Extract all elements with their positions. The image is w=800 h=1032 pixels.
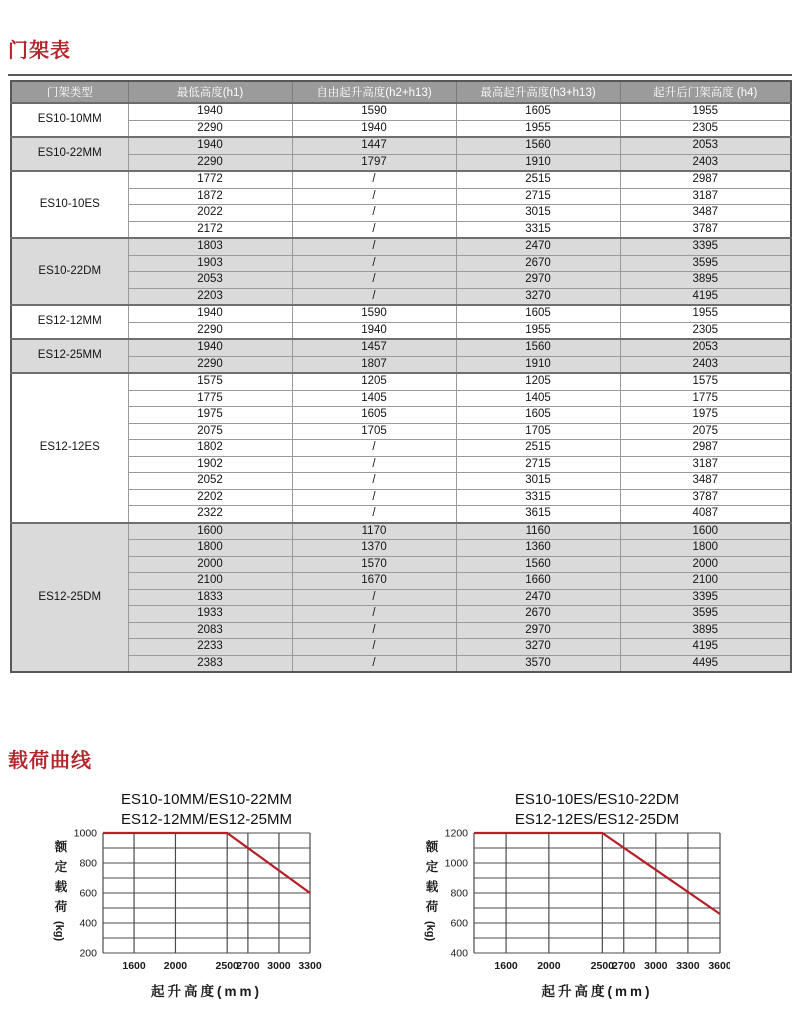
- table-cell: 2305: [620, 120, 791, 137]
- chart-title: ES10-10ES/ES10-22DM: [514, 791, 680, 808]
- table-cell: 3570: [456, 655, 620, 672]
- table-cell: 2075: [620, 423, 791, 440]
- table-row: [11, 506, 791, 523]
- table-cell: 3015: [456, 473, 620, 490]
- table-cell: /: [292, 606, 456, 623]
- table-cell: 2515: [456, 171, 620, 188]
- table-cell: 1940: [128, 305, 292, 322]
- mast-table: [10, 80, 792, 673]
- table-cell: 1705: [456, 423, 620, 440]
- x-tick-label: 3000: [644, 960, 668, 972]
- table-cell: /: [292, 255, 456, 272]
- y-axis-label: 荷: [54, 900, 68, 914]
- table-cell: /: [292, 489, 456, 506]
- table-cell: 3270: [456, 288, 620, 305]
- table-cell: 2053: [128, 272, 292, 289]
- table-row: [11, 423, 791, 440]
- table-cell: 3787: [620, 221, 791, 238]
- column-header: 起升后门架高度 (h4): [620, 81, 791, 103]
- table-cell: 1800: [620, 540, 791, 557]
- table-row: [11, 523, 791, 540]
- table-cell: 1170: [292, 523, 456, 540]
- model-cell: ES12-12MM: [11, 305, 128, 339]
- mast-table-body: [11, 103, 791, 672]
- table-row: [11, 288, 791, 305]
- table-cell: 1975: [620, 407, 791, 424]
- table-cell: 1600: [128, 523, 292, 540]
- y-tick-label: 1000: [444, 857, 468, 870]
- table-cell: 1772: [128, 171, 292, 188]
- table-cell: 3395: [620, 238, 791, 255]
- table-row: [11, 221, 791, 238]
- table-cell: 1570: [292, 556, 456, 573]
- table-cell: 2403: [620, 356, 791, 373]
- table-row: [11, 373, 791, 390]
- y-axis-label: 定: [425, 860, 439, 874]
- table-row: [11, 120, 791, 137]
- table-cell: 1940: [128, 339, 292, 356]
- table-row: [11, 573, 791, 590]
- table-cell: 1833: [128, 589, 292, 606]
- table-cell: /: [292, 622, 456, 639]
- mast-table-title: 门架表: [8, 40, 71, 62]
- y-axis-unit: (kg): [53, 921, 65, 942]
- table-cell: 1797: [292, 154, 456, 171]
- table-cell: 2322: [128, 506, 292, 523]
- header-row: [11, 81, 791, 103]
- table-cell: 1940: [292, 322, 456, 339]
- table-cell: 1457: [292, 339, 456, 356]
- table-row: [11, 305, 791, 322]
- table-cell: 3015: [456, 205, 620, 222]
- table-cell: 1447: [292, 137, 456, 154]
- table-cell: 1670: [292, 573, 456, 590]
- table-cell: 1405: [456, 390, 620, 407]
- table-row: [11, 238, 791, 255]
- y-tick-label: 400: [79, 917, 97, 930]
- table-cell: 2053: [620, 339, 791, 356]
- table-cell: 1807: [292, 356, 456, 373]
- table-cell: 3895: [620, 622, 791, 639]
- table-cell: 3315: [456, 489, 620, 506]
- table-row: [11, 103, 791, 120]
- table-cell: /: [292, 655, 456, 672]
- table-cell: 1600: [620, 523, 791, 540]
- table-cell: 1803: [128, 238, 292, 255]
- table-cell: 1940: [128, 137, 292, 154]
- table-row: [11, 606, 791, 623]
- table-cell: 3895: [620, 272, 791, 289]
- table-cell: 1975: [128, 407, 292, 424]
- table-cell: 1370: [292, 540, 456, 557]
- chart-title: ES12-12MM/ES12-25MM: [121, 811, 292, 828]
- y-tick-label: 800: [79, 857, 97, 870]
- table-cell: 2290: [128, 322, 292, 339]
- table-cell: 3595: [620, 255, 791, 272]
- table-row: [11, 205, 791, 222]
- y-axis-label: 额: [54, 840, 68, 854]
- load-curve-chart-mm: [40, 778, 340, 1023]
- table-cell: 2305: [620, 322, 791, 339]
- table-cell: 1205: [292, 373, 456, 390]
- table-cell: 2100: [128, 573, 292, 590]
- table-cell: 3487: [620, 473, 791, 490]
- table-cell: 2202: [128, 489, 292, 506]
- y-tick-label: 600: [79, 887, 97, 900]
- table-cell: /: [292, 205, 456, 222]
- chart-title: ES12-12ES/ES12-25DM: [514, 811, 680, 828]
- table-cell: 1605: [456, 305, 620, 322]
- y-axis-label: 载: [54, 880, 68, 894]
- mast-table-head: [11, 81, 791, 103]
- table-cell: /: [292, 288, 456, 305]
- table-cell: 1940: [292, 120, 456, 137]
- x-tick-label: 2000: [537, 960, 561, 972]
- table-cell: 4195: [620, 288, 791, 305]
- model-cell: ES12-12ES: [11, 373, 128, 523]
- model-cell: ES10-10MM: [11, 103, 128, 137]
- table-row: [11, 137, 791, 154]
- y-tick-label: 600: [450, 917, 468, 930]
- table-cell: 3187: [620, 456, 791, 473]
- table-cell: 1940: [128, 103, 292, 120]
- table-cell: /: [292, 188, 456, 205]
- table-cell: 3395: [620, 589, 791, 606]
- y-tick-label: 800: [450, 887, 468, 900]
- table-row: [11, 556, 791, 573]
- title-divider: [8, 74, 792, 76]
- table-cell: 1955: [620, 305, 791, 322]
- table-row: [11, 171, 791, 188]
- table-row: [11, 339, 791, 356]
- table-cell: 2715: [456, 456, 620, 473]
- load-curve-svg: [40, 778, 340, 1018]
- table-cell: 2083: [128, 622, 292, 639]
- table-cell: 1560: [456, 339, 620, 356]
- table-cell: 4087: [620, 506, 791, 523]
- load-line: [474, 833, 720, 914]
- y-tick-label: 200: [79, 947, 97, 960]
- table-cell: 1405: [292, 390, 456, 407]
- x-tick-label: 1600: [494, 960, 518, 972]
- table-cell: 1872: [128, 188, 292, 205]
- table-cell: 2470: [456, 238, 620, 255]
- table-cell: 2022: [128, 205, 292, 222]
- table-row: [11, 639, 791, 656]
- table-cell: 1802: [128, 440, 292, 457]
- table-cell: /: [292, 171, 456, 188]
- table-cell: 2075: [128, 423, 292, 440]
- table-cell: 1605: [456, 407, 620, 424]
- table-cell: 1705: [292, 423, 456, 440]
- table-cell: 3487: [620, 205, 791, 222]
- table-cell: 2203: [128, 288, 292, 305]
- table-cell: /: [292, 440, 456, 457]
- table-cell: 2987: [620, 171, 791, 188]
- table-cell: 2715: [456, 188, 620, 205]
- table-cell: 2470: [456, 589, 620, 606]
- table-cell: 2670: [456, 255, 620, 272]
- table-cell: 2290: [128, 356, 292, 373]
- table-cell: 1590: [292, 305, 456, 322]
- table-cell: 2383: [128, 655, 292, 672]
- x-tick-label: 3300: [676, 960, 700, 972]
- table-row: [11, 655, 791, 672]
- x-axis-label: 起升高度(mm): [541, 984, 653, 999]
- load-curve-svg: [410, 778, 730, 1018]
- table-row: [11, 407, 791, 424]
- table-cell: 1903: [128, 255, 292, 272]
- table-cell: 1955: [620, 103, 791, 120]
- table-cell: 3187: [620, 188, 791, 205]
- table-cell: 1660: [456, 573, 620, 590]
- x-tick-label: 2000: [163, 960, 188, 972]
- table-cell: 1800: [128, 540, 292, 557]
- table-cell: 2987: [620, 440, 791, 457]
- table-row: [11, 440, 791, 457]
- table-cell: 2053: [620, 137, 791, 154]
- table-cell: 1910: [456, 154, 620, 171]
- table-cell: 2000: [128, 556, 292, 573]
- table-cell: 2515: [456, 440, 620, 457]
- table-cell: 1160: [456, 523, 620, 540]
- table-row: [11, 322, 791, 339]
- x-tick-label: 2700: [612, 960, 636, 972]
- table-cell: 1910: [456, 356, 620, 373]
- table-row: [11, 473, 791, 490]
- column-header: 自由起升高度(h2+h13): [292, 81, 456, 103]
- load-curve-chart-es-dm: [410, 778, 730, 1023]
- y-axis-label: 荷: [425, 900, 439, 914]
- y-axis-unit: (kg): [424, 921, 436, 942]
- table-cell: 2052: [128, 473, 292, 490]
- y-axis-label: 定: [54, 860, 68, 874]
- x-tick-label: 3300: [298, 960, 322, 972]
- table-cell: 2403: [620, 154, 791, 171]
- table-cell: /: [292, 456, 456, 473]
- table-row: [11, 390, 791, 407]
- x-tick-label: 2500: [590, 960, 615, 972]
- model-cell: ES10-22DM: [11, 238, 128, 305]
- table-cell: 4495: [620, 655, 791, 672]
- table-cell: 2290: [128, 120, 292, 137]
- table-cell: 1775: [620, 390, 791, 407]
- table-cell: 1775: [128, 390, 292, 407]
- table-cell: /: [292, 238, 456, 255]
- model-cell: ES10-22MM: [11, 137, 128, 171]
- table-cell: 1955: [456, 120, 620, 137]
- y-tick-label: 1200: [444, 827, 468, 840]
- x-tick-label: 2700: [236, 960, 260, 972]
- x-tick-label: 2500: [215, 960, 239, 972]
- model-cell: ES12-25DM: [11, 523, 128, 673]
- table-cell: 3270: [456, 639, 620, 656]
- chart-title: ES10-10MM/ES10-22MM: [121, 791, 292, 808]
- y-tick-label: 400: [450, 947, 468, 960]
- table-cell: 3315: [456, 221, 620, 238]
- table-cell: 1605: [292, 407, 456, 424]
- table-cell: 1902: [128, 456, 292, 473]
- table-cell: 2970: [456, 622, 620, 639]
- table-cell: 2970: [456, 272, 620, 289]
- table-row: [11, 622, 791, 639]
- table-cell: 2000: [620, 556, 791, 573]
- table-cell: 3595: [620, 606, 791, 623]
- table-cell: /: [292, 473, 456, 490]
- table-cell: 2670: [456, 606, 620, 623]
- table-cell: 1560: [456, 556, 620, 573]
- table-row: [11, 255, 791, 272]
- table-cell: 1590: [292, 103, 456, 120]
- model-cell: ES10-10ES: [11, 171, 128, 238]
- x-tick-label: 3600: [708, 960, 730, 972]
- table-row: [11, 272, 791, 289]
- table-row: [11, 540, 791, 557]
- table-cell: 1575: [620, 373, 791, 390]
- column-header: 最高起升高度(h3+h13): [456, 81, 620, 103]
- y-axis-label: 载: [425, 880, 439, 894]
- table-cell: /: [292, 272, 456, 289]
- load-curve-title: 载荷曲线: [8, 750, 92, 772]
- column-header: 最低高度(h1): [128, 81, 292, 103]
- x-axis-label: 起升高度(mm): [151, 984, 262, 999]
- table-cell: 2172: [128, 221, 292, 238]
- y-tick-label: 1000: [73, 827, 97, 840]
- table-row: [11, 356, 791, 373]
- table-cell: /: [292, 639, 456, 656]
- table-cell: 1205: [456, 373, 620, 390]
- table-cell: 1575: [128, 373, 292, 390]
- table-cell: 1955: [456, 322, 620, 339]
- table-cell: /: [292, 589, 456, 606]
- y-axis-label: 额: [425, 840, 439, 854]
- table-cell: 2100: [620, 573, 791, 590]
- table-row: [11, 188, 791, 205]
- table-cell: 2233: [128, 639, 292, 656]
- model-cell: ES12-25MM: [11, 339, 128, 373]
- table-cell: 1360: [456, 540, 620, 557]
- x-tick-label: 1600: [122, 960, 146, 972]
- table-row: [11, 489, 791, 506]
- table-cell: /: [292, 506, 456, 523]
- table-cell: 1605: [456, 103, 620, 120]
- table-row: [11, 456, 791, 473]
- x-tick-label: 3000: [267, 960, 291, 972]
- table-row: [11, 154, 791, 171]
- table-cell: 3787: [620, 489, 791, 506]
- table-cell: 1560: [456, 137, 620, 154]
- table-cell: 2290: [128, 154, 292, 171]
- column-header: 门架类型: [11, 81, 128, 103]
- table-cell: /: [292, 221, 456, 238]
- table-row: [11, 589, 791, 606]
- table-cell: 1933: [128, 606, 292, 623]
- table-cell: 4195: [620, 639, 791, 656]
- table-cell: 3615: [456, 506, 620, 523]
